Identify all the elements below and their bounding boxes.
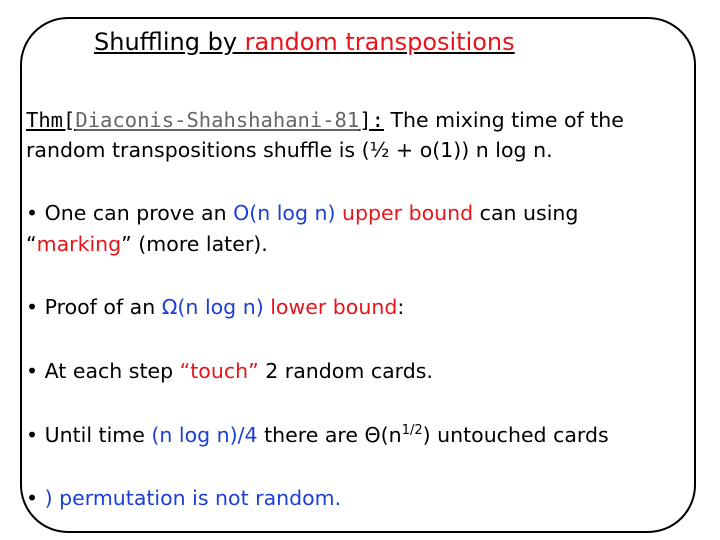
bullet-touch: • At each step “touch” 2 random cards. bbox=[26, 359, 433, 383]
slide-title: Shuffling by random transpositions bbox=[90, 28, 519, 56]
slide-frame bbox=[20, 17, 696, 533]
bullet-upper-bound-1: • One can prove an O(n log n) upper bound can using bbox=[26, 201, 579, 225]
theorem-line-1: Thm[Diaconis-Shahshahani-81]: The mixing time of the bbox=[26, 108, 624, 132]
theorem-line-2: random transpositions shuffle is (½ + o(1)) n log n. bbox=[26, 138, 553, 162]
theorem-authors: Diaconis-Shahshahani-81 bbox=[75, 108, 360, 132]
theorem-label: Thm[ bbox=[26, 108, 76, 132]
bullet-lower-bound: • Proof of an Ω(n log n) lower bound: bbox=[26, 295, 405, 319]
bullet-upper-bound-2: “marking” (more later). bbox=[26, 232, 268, 256]
bullet-conclusion: • ) permutation is not random. bbox=[26, 486, 342, 510]
title-highlight: random transpositions bbox=[244, 28, 515, 56]
bullet-untouched: • Until time (n log n)/4 there are $\Theta(n^{1/2})$ untouched cards bbox=[26, 423, 609, 447]
